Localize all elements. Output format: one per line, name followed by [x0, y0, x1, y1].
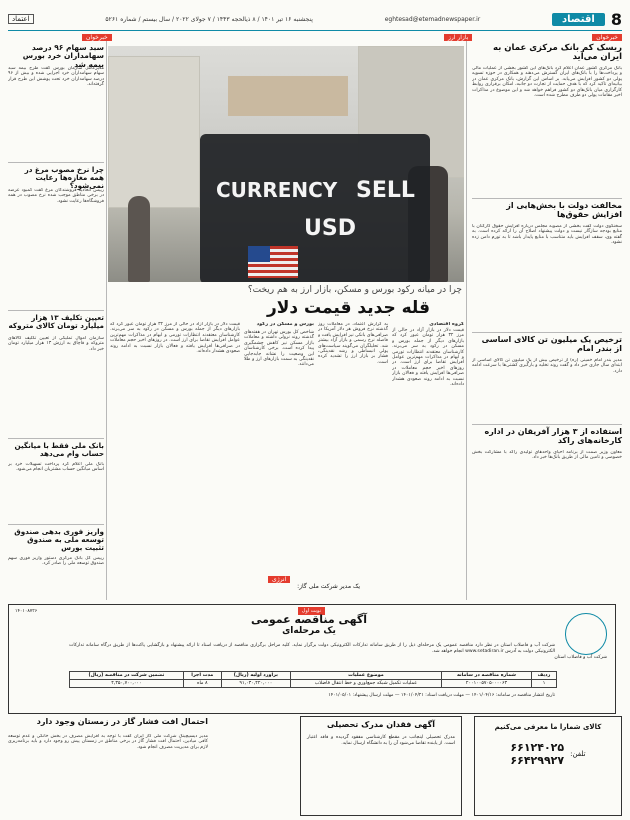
- article-fund: رییس کل بانک مرکزی دستور واریز فوری سهم صندوق توسعه ملی را صادر کرد.: [8, 556, 104, 567]
- masthead-rule: [8, 30, 622, 31]
- section-label: اقتصاد: [552, 13, 605, 26]
- phone-number: ۶۶۱۲۴۰۲۵: [510, 741, 565, 754]
- article-oman: بانک مرکزی کشور عمان اعلام کرد بانک‌های این کشور بخشی از عملیات مالی و پرداخت‌ها را با بانک‌های ایران گسترش می‌دهند و همکاری در حوزه تسویه پولی دو کشور افزایش می‌یابد. بر اساس این گزارش، بانک مرکزی عمان در بیانیه‌ای تاکید کرد که با هدف حمایت از تجارت دو جانبه، امکان برقراری روابط کارگزاری میان بانک‌های دو کشور فراهم خواهد شد و این موضوع در مذاکرات اخیر مقامات پولی دو طرف مطرح شده است.: [472, 66, 622, 99]
- headline-oman: ریسک کم بانک مرکزی عمان به ایران می‌آید: [493, 43, 622, 63]
- headline-bank-melli: بانک ملی فقط با میانگین حساب وام می‌دهد: [14, 441, 104, 458]
- byline: گروه اقتصادی: [429, 322, 464, 327]
- us-flag-icon: [248, 246, 298, 278]
- ad-header: [239, 613, 379, 636]
- divider: [8, 162, 104, 163]
- headline-port: ترخیص یک میلیون تن کالای اساسی از بندر امام: [481, 335, 622, 353]
- ad-org: شرکت آب و فاضلاب استان: [554, 655, 607, 660]
- article-bank-melli: بانک ملی اعلام کرد پرداخت تسهیلات خرد بر اساس میانگین حساب مشتریان انجام می‌شود.: [8, 462, 104, 473]
- tag-currency: بازار ارز: [444, 34, 472, 41]
- column-divider: [466, 34, 467, 600]
- headline-fund: واریز فوری بدهی صندوق توسعه ملی به صندوق تثبیت بورس: [14, 527, 104, 552]
- lost-document-notice: [300, 716, 462, 816]
- tag-news-left: خبرخوان: [82, 34, 112, 41]
- article-dollar-body3: شاخص کل بورس تهران در هفته‌های گذشته روند نزولی داشته و معاملات بازار مسکن نیز کاهش چشمگیری پیدا کرده است. برخی کارشناسان این وضعیت را نشانه جابه‌جایی نقدینگی به سمت بازارهای ارز و طلا می‌دانند.: [244, 329, 314, 368]
- page-number: 8: [610, 9, 622, 29]
- photo-text-usd: USD: [304, 216, 356, 241]
- headline-insurance: سبد سهام ۹۶ درصد سهامداران خرد بورس بیمه شد: [22, 43, 104, 69]
- tender-advertisement: [8, 604, 616, 714]
- table-header: موضوع عملیات: [290, 672, 441, 680]
- tag-news: خبرخوان: [592, 34, 622, 41]
- divider: [472, 332, 622, 333]
- table-cell: ۹۱,۰۳۰,۴۲۰,۰۰۰: [221, 680, 290, 688]
- divider: [472, 424, 622, 425]
- article-dollar-col1: [392, 322, 464, 594]
- phone-ad-title: کالای شمارا ما معرفی می‌کنیم: [494, 723, 602, 731]
- table-cell: ۲۰۰۱۰۰۵۷۰۵۰۰۰۰۶۳: [441, 680, 531, 688]
- masthead-date: پنجشنبه ۱۶ تیر ۱۴۰۱ / ۸ ذیالحجه ۱۴۴۳ / ۷ جولای ۲۰۲۲ / سال بیستم / شماره ۵۲۶۱: [105, 15, 313, 23]
- masthead: [8, 10, 622, 28]
- article-dollar-col2: به گزارش اعتماد، در معاملات روز گذشته نرخ فروش هر دلار آمریکا در صرافی‌های بانکی نیز افزایش یافت و فاصله نرخ رسمی و بازار آزاد بیشتر شد. تحلیلگران می‌گویند سیاست‌های پولی انبساطی و رشد نقدینگی، فشار بر بازار ارز را تشدید کرده است.: [318, 322, 388, 365]
- ad-subtitle: یک مرحله‌ای: [282, 626, 336, 636]
- main-headline: قله جدید قیمت دلار: [266, 298, 430, 318]
- article-abandoned-goods: سازمان اموال تملیکی از تعیین تکلیف کالاهای متروکه و قاچاق به ارزش ۱۳ هزار میلیارد تومان خبر داد.: [8, 336, 104, 352]
- phone-advertisement: [474, 716, 622, 816]
- phone-numbers: [510, 741, 564, 767]
- ad-footer: تاریخ انتشار مناقصه در سامانه: ۱۴۰۱/۰۴/۱۶ — مهلت دریافت اسناد: ۱۴۰۱/۰۴/۲۱ — مهلت ارسال پیشنهاد: ۱۴۰۱/۰۵/۰۱: [328, 693, 555, 698]
- phone-label: تلفن:: [570, 750, 586, 758]
- currency-exchange-photo: [108, 46, 464, 282]
- phone-number: ۶۶۴۲۹۹۲۷: [510, 754, 565, 767]
- table-header: ردیف: [532, 672, 557, 680]
- article-chicken: رییس اتحادیه فروشندگان مرغ گفت کمبود عرضه در برخی مناطق موجب شده نرخ مصوب در همه فروشگاه‌ها رعایت نشود.: [8, 188, 104, 204]
- photo-text-sell: SELL: [356, 178, 415, 203]
- article-port: مدیر بندر امام خمینی (ره) از ترخیص بیش از یک میلیون تن کالای اساسی از ابتدای سال جاری خبر داد و گفت روند تخلیه و بارگیری کشتی‌ها با سرعت ادامه دارد.: [472, 358, 622, 374]
- photo-building-left: [108, 56, 200, 208]
- article-dollar-body1: قیمت دلار در بازار آزاد در حالی از مرز ۳۲ هزار تومان عبور کرد که بازارهای دیگر از جمله بورس و مسکن در رکود به سر می‌برند. کارشناسان معتقدند انتظارات تورمی و ابهام در مذاکرات مهم‌ترین عوامل افزایش تقاضا برای ارز است. در روزهای اخیر حجم معاملات در صرافی‌ها افزایش یافته و فعالان بازار نسبت به ادامه روند صعودی هشدار داده‌اند.: [392, 327, 464, 387]
- table-cell: عملیات تکمیل شبکه جمع‌آوری و خط انتقال فاضلاب: [290, 680, 441, 688]
- masthead-email: eghtesad@etemadnewspaper.ir: [384, 15, 481, 23]
- tag-gas: انرژی: [268, 576, 290, 583]
- headline-factories: استفاده از ۳ هزار آفریقان در اداره کارخانه‌های راکد: [484, 427, 622, 445]
- article-factories: معاون وزیر صمت از برنامه احیای واحدهای تولیدی راکد با مشارکت بخش خصوصی و تامین مالی از طریق بانک‌ها خبر داد.: [472, 450, 622, 461]
- headline-salary: مخالفت دولت با بخش‌هایی از افزایش حقوق‌ها: [506, 201, 622, 219]
- photo-exchange-window: [200, 134, 430, 282]
- table-header: برآورد اولیه (ریال): [221, 672, 290, 680]
- ad-code: ۱۴۰۱۰۸۷۲۶: [15, 609, 38, 614]
- article-insurance: مدیرعامل سازمان بورس گفت طرح بیمه سبد سهام سهامداران خرد اجرایی شده و بیش از ۹۶ درصد سهامداران خرد تحت پوشش این طرح قرار گرفته‌اند.: [8, 66, 104, 88]
- newspaper-logo: اعتماد: [8, 14, 34, 24]
- lost-document-body: مدرک تحصیلی اینجانب در مقطع کارشناسی مفقود گردیده و فاقد اعتبار است. از یابنده تقاضا می‌شود آن را به دانشگاه ارسال نماید.: [307, 735, 455, 746]
- headline-abandoned-goods: تعیین تکلیف ۱۳ هزار میلیارد تومان کالای متروکه: [8, 313, 104, 330]
- headline-gas: احتمال افت فشار گاز در زمستان وجود دارد: [36, 717, 208, 726]
- article-salary: سخنگوی دولت گفت بخشی از مصوبه مجلس درباره افزایش حقوق کارکنان با منابع بودجه سازگار نیست و دولت پیشنهاد اصلاح آن را ارائه کرده است. به گفته وی، سقف افزایش باید متناسب با منابع پایدار باشد تا به تورم دامن زده نشود.: [472, 224, 622, 246]
- ad-body: شرکت آب و فاضلاب استان در نظر دارد مناقصه عمومی یک مرحله‌ای ذیل را از طریق سامانه تدارکات الکترونیکی دولت برگزار نماید. کلیه مراحل برگزاری مناقصه از دریافت اسناد تا ارائه پیشنهاد و بازگشایی پاکت‌ها از طریق درگاه سامانه تدارکات الکترونیکی دولت به آدرس www.setadiran.ir انجام خواهد شد.: [69, 643, 555, 654]
- article-dollar-col4: قیمت دلار در بازار آزاد در حالی از مرز ۳۲ هزار تومان عبور کرد که بازارهای دیگر از جمله بورس و مسکن در رکود به سر می‌برند. کارشناسان معتقدند انتظارات تورمی و ابهام در مذاکرات مهم‌ترین عوامل افزایش تقاضا برای ارز است. در روزهای اخیر حجم معاملات در صرافی‌ها افزایش یافته و فعالان بازار نسبت به ادامه روند صعودی هشدار داده‌اند.: [110, 322, 240, 355]
- article-gas: مدیر دیسپچینگ شرکت ملی گاز ایران گفت با توجه به افزایش مصرف در بخش خانگی و عدم توسعه کافی میادین، احتمال افت فشار گاز در برخی مناطق در زمستان پیش رو وجود دارد و باید برنامه‌ریزی لازم برای مدیریت مصرف انجام شود.: [8, 734, 208, 750]
- article-midtitle: بورس و مسکن در رکود: [256, 322, 314, 327]
- article-subtitle: چرا در میانه رکود بورس و مسکن، بازار ارز به هم ریخت؟: [247, 285, 462, 295]
- gas-kicker: یک مدیر شرکت ملی گاز:: [297, 583, 360, 590]
- article-dollar-col3: [244, 322, 314, 594]
- divider: [8, 310, 104, 311]
- photo-storefront: [228, 76, 348, 116]
- table-cell: ۱: [532, 680, 557, 688]
- table-row: [70, 680, 557, 688]
- photo-text-currency: CURRENCY: [216, 178, 338, 202]
- ad-title: آگهی مناقصه عمومی: [250, 613, 368, 626]
- lost-document-title: آگهی فقدان مدرک تحصیلی: [327, 720, 435, 729]
- tender-table: [69, 671, 557, 688]
- photo-pedestrian: [128, 196, 150, 282]
- table-cell: ۸ ماه: [183, 680, 221, 688]
- flag-canton: [248, 246, 270, 262]
- table-header-row: [70, 672, 557, 680]
- table-header: شماره مناقصه در سامانه: [441, 672, 531, 680]
- divider: [472, 198, 622, 199]
- water-company-logo-icon: [565, 613, 607, 655]
- ad-badge: نوبت اول: [298, 607, 325, 615]
- table-header: مدت اجرا: [183, 672, 221, 680]
- table-header: تضمین شرکت در مناقصه (ریال): [70, 672, 184, 680]
- divider: [8, 524, 104, 525]
- divider: [8, 438, 104, 439]
- phone-row: [475, 741, 621, 767]
- column-divider: [106, 34, 107, 600]
- table-cell: ۴,۳۵۰,۷۰۰,۰۰۰: [70, 680, 184, 688]
- headline-chicken: چرا نرخ مصوب مرغ در همه مغازه‌ها رعایت نمی‌شود؟: [24, 165, 104, 190]
